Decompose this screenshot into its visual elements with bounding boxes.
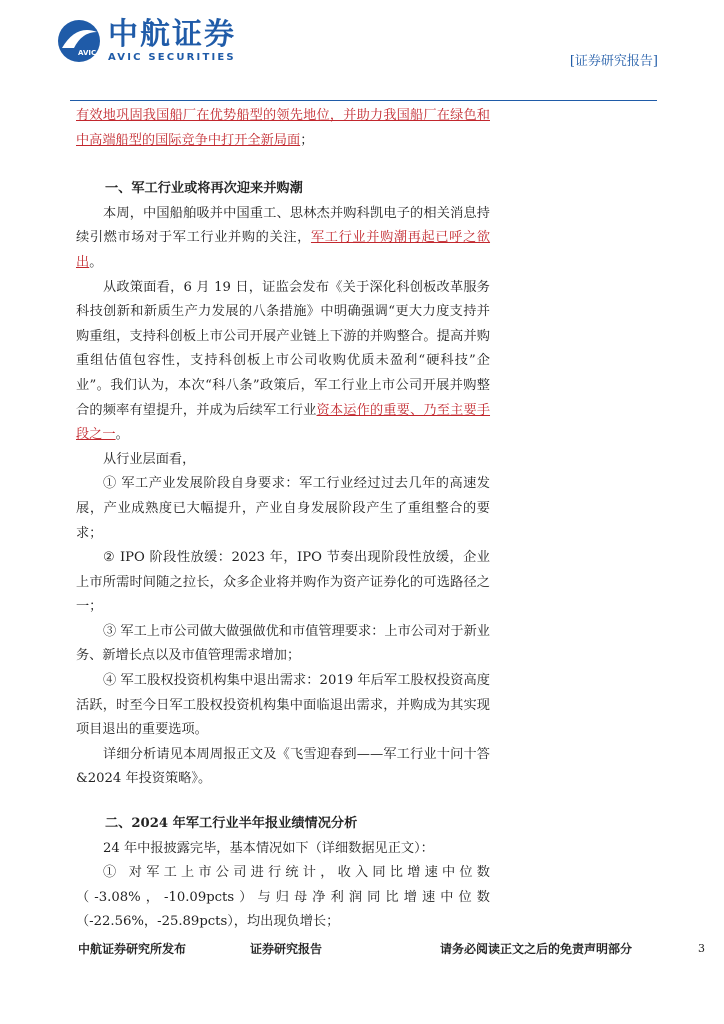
paragraph-text: 本周，中国船舶吸并中国重工、思林杰并购科凯电子的相关消息持续引燃市场对于军工行业并购的关注，	[76, 205, 490, 246]
company-logo	[56, 18, 236, 64]
highlight-text: 军工行业并购潮再起已呼之欲出	[76, 230, 491, 270]
list-item-4: ④ 军工股权投资机构集中退出需求：2019 年后军工股权投资高度活跃，时至今日军工股权投资机构集中面临退出需求，并购成为其实现项目退出的重要选项。	[76, 673, 490, 738]
page-footer	[0, 934, 724, 964]
paragraph-3: 从行业层面看，	[103, 451, 196, 467]
paragraph-6: ① 对军工上市公司进行统计，收入同比增速中位数（-3.08%，-10.09pcts）与归母净利润同比增速中位数（-22.56%，-25.89pcts），均出现负增长；	[76, 865, 490, 930]
paragraph-5: 24 年中报披露完毕，基本情况如下（详细数据见正文）：	[103, 840, 434, 856]
section-title-1: 一、军工行业或将再次迎来并购潮	[105, 181, 303, 197]
report-body	[76, 104, 490, 935]
avic-logo-icon	[56, 18, 102, 64]
highlight-text: 资本运作的重要、乃至主要手段之一	[76, 402, 491, 443]
header-divider	[70, 100, 657, 101]
section-title-2: 二、2024 年军工行业半年报业绩情况分析	[105, 816, 358, 832]
highlight-text: 有效地巩固我国船厂在优势船型的领先地位，并助力我国船厂在绿色和中高端船型的国际竞争中打开全新局面	[76, 108, 490, 148]
punct: ；	[300, 132, 314, 148]
page-header	[0, 0, 724, 102]
logo-text: AVIC	[78, 49, 97, 57]
brand-name-cn: 中航证券	[108, 17, 236, 52]
footer-disclaimer-note: 请务必阅读正文之后的免责声明部分	[440, 942, 633, 956]
paragraph-intro	[76, 104, 490, 153]
list-item-3: ③ 军工上市公司做大做强做优和市值管理要求：上市公司对于新业务、新增长点以及市值管理需求增加；	[76, 623, 490, 664]
brand-name-en: AVIC SECURITIES	[108, 52, 236, 63]
list-item-2: ② IPO 阶段性放缓：2023 年，IPO 节奏出现阶段性放缓，企业上市所需时间随之拉长，众多企业将并购作为资产证券化的可选路径之一；	[76, 550, 490, 615]
punct: 。	[115, 427, 129, 443]
footer-publisher: 中航证券研究所发布	[78, 942, 187, 956]
paragraph-4: 详细分析请见本周周报正文及《飞雪迎春到——军工行业十问十答&2024 年投资策略》。	[76, 746, 490, 787]
paragraph-1	[76, 202, 490, 276]
page-number: 3	[698, 942, 705, 955]
punct: 。	[89, 254, 103, 270]
paragraph-2	[76, 276, 490, 448]
paragraph-text: 从政策面看，6 月 19 日，证监会发布《关于深化科创板改革服务科技创新和新质生产力发展的八条措施》中明确强调“更大力度支持并购重组，支持科创板上市公司开展产业链上下游的并购整合。提高并购重组估值包容性，支持科创板上市公司收购优质未盈利“硬科技”企业”。我们认为，本次“科八条”政策后，军工行业上市公司开展并购整合的频率有望提升，并成为后续军工行业	[76, 279, 490, 418]
list-item-1: ① 军工产业发展阶段自身要求：军工行业经过过去几年的高速发展，产业成熟度已大幅提升，产业自身发展阶段产生了重组整合的要求；	[76, 476, 490, 541]
report-type-tag: [证券研究报告]	[569, 54, 658, 69]
footer-report-type: 证券研究报告	[250, 942, 323, 956]
